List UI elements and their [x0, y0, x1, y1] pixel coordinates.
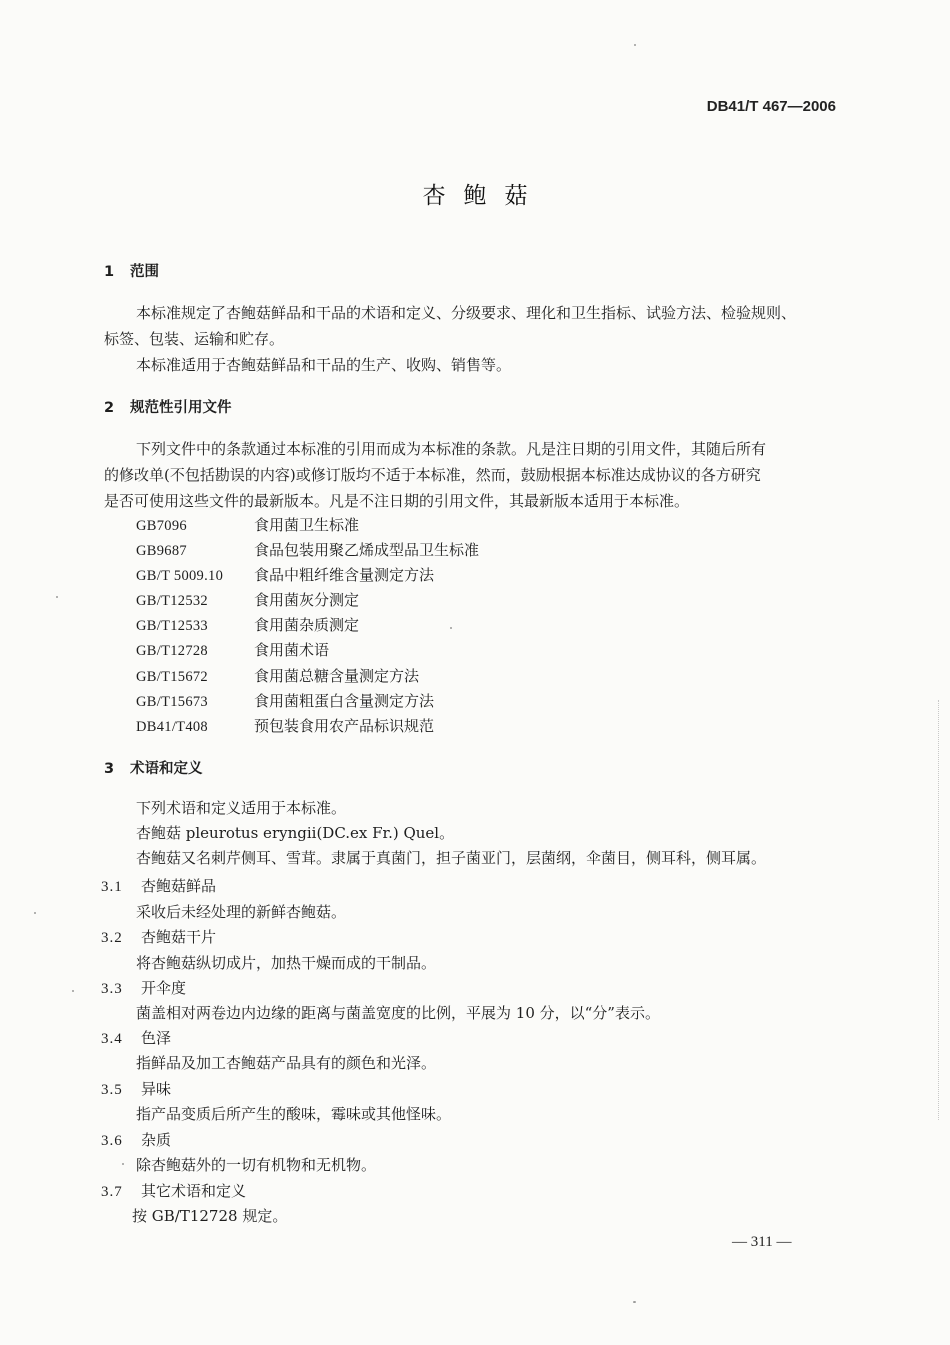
term-number: 3.5 — [101, 1082, 123, 1098]
term-definition: 除杏鲍菇外的一切有机物和无机物。 — [136, 1156, 377, 1174]
scan-speck — [450, 627, 452, 629]
reference-code: GB/T12533 — [136, 618, 208, 634]
term-heading — [101, 1079, 171, 1100]
reference-code: GB/T15672 — [136, 669, 208, 685]
paragraph-line: 下列文件中的条款通过本标准的引用而成为本标准的条款。凡是注日期的引用文件，其随后所有 — [136, 440, 767, 458]
scan-speck — [72, 990, 74, 992]
section-title: 范围 — [130, 264, 159, 280]
term-name: 色泽 — [141, 1029, 172, 1047]
term-name: 开伞度 — [141, 979, 187, 997]
reference-row — [136, 538, 479, 563]
term-definition: 将杏鲍菇纵切成片，加热干燥而成的干制品。 — [136, 954, 437, 972]
section-title: 规范性引用文件 — [130, 400, 232, 416]
term-heading — [101, 978, 186, 999]
scan-speck — [633, 1301, 636, 1303]
species-name: 杏鲍菇 pleurotus eryngii(DC.ex Fr.) Quel。 — [136, 824, 455, 842]
term-number: 3.4 — [101, 1031, 123, 1047]
reference-row — [136, 613, 359, 638]
term-number: 3.2 — [101, 930, 123, 946]
term-definition: 采收后未经处理的新鲜杏鲍菇。 — [136, 903, 347, 921]
paragraph-line: 杏鲍菇又名刺芹侧耳、雪茸。隶属于真菌门，担子菌亚门，层菌纲，伞菌目，侧耳科，侧耳属。 — [136, 849, 767, 867]
term-definition: 指鲜品及加工杏鲍菇产品具有的颜色和光泽。 — [136, 1054, 437, 1072]
section-2-intro — [104, 436, 844, 514]
reference-row — [136, 563, 434, 588]
term-definition: 菌盖相对两卷边内边缘的距离与菌盖宽度的比例，平展为 10 分，以“分”表示。 — [136, 1004, 660, 1022]
section-1-heading — [104, 262, 159, 282]
section-number: 1 — [104, 264, 115, 280]
term-heading — [101, 876, 216, 897]
section-3-heading — [104, 759, 203, 779]
term-definition: 按 GB/T12728 规定。 — [132, 1207, 288, 1225]
reference-code: GB7096 — [136, 518, 187, 534]
reference-title: 食品中粗纤维含量测定方法 — [254, 566, 435, 584]
term-heading — [101, 927, 216, 948]
paragraph-line: 本标准规定了杏鲍菇鲜品和干品的术语和定义、分级要求、理化和卫生指标、试验方法、检验规则、 — [136, 304, 797, 322]
term-number: 3.6 — [101, 1133, 123, 1149]
reference-code: GB9687 — [136, 543, 187, 559]
scan-speck — [34, 912, 36, 914]
paragraph-line: 下列术语和定义适用于本标准。 — [136, 799, 347, 817]
page-number: — 311 — — [732, 1234, 792, 1250]
term-number: 3.3 — [101, 981, 123, 997]
reference-code: GB/T15673 — [136, 694, 208, 710]
scan-speck — [122, 1163, 124, 1165]
section-2-heading — [104, 398, 232, 418]
paragraph-line: 标签、包装、运输和贮存。 — [104, 330, 285, 348]
reference-row — [136, 689, 434, 714]
term-number: 3.1 — [101, 879, 123, 895]
reference-row — [136, 588, 359, 613]
paragraph-line: 本标准适用于杏鲍菇鲜品和干品的生产、收购、销售等。 — [136, 356, 512, 374]
reference-title: 食用菌杂质测定 — [254, 616, 360, 634]
term-number: 3.7 — [101, 1184, 123, 1200]
reference-row — [136, 714, 434, 739]
reference-code: GB/T12532 — [136, 593, 208, 609]
scan-speck — [56, 596, 58, 598]
term-name: 其它术语和定义 — [141, 1182, 247, 1200]
reference-row — [136, 664, 419, 689]
term-name: 异味 — [141, 1080, 172, 1098]
reference-code: GB/T 5009.10 — [136, 568, 224, 584]
reference-title: 食用菌灰分测定 — [254, 591, 360, 609]
term-definition: 指产品变质后所产生的酸味，霉味或其他怪味。 — [136, 1105, 452, 1123]
document-title: 杏鲍菇 — [422, 183, 546, 209]
reference-title: 食用菌术语 — [254, 641, 330, 659]
reference-title: 预包装食用农产品标识规范 — [254, 717, 435, 735]
standard-code: DB41/T 467—2006 — [706, 98, 836, 115]
reference-title: 食用菌卫生标准 — [254, 516, 360, 534]
term-heading — [101, 1028, 171, 1049]
section-1-body — [104, 300, 844, 378]
reference-title: 食用菌粗蛋白含量测定方法 — [254, 692, 435, 710]
reference-row — [136, 638, 329, 663]
reference-code: GB/T12728 — [136, 643, 208, 659]
section-number: 3 — [104, 761, 115, 777]
section-title: 术语和定义 — [130, 761, 203, 777]
paragraph-line: 是否可使用这些文件的最新版本。凡是不注日期的引用文件，其最新版本适用于本标准。 — [104, 492, 690, 510]
scan-speck — [634, 44, 636, 46]
reference-title: 食品包装用聚乙烯成型品卫生标准 — [254, 541, 480, 559]
reference-title: 食用菌总糖含量测定方法 — [254, 667, 420, 685]
term-name: 杏鲍菇鲜品 — [141, 877, 217, 895]
section-number: 2 — [104, 400, 115, 416]
reference-code: DB41/T408 — [136, 719, 208, 735]
term-name: 杏鲍菇干片 — [141, 928, 217, 946]
term-heading — [101, 1181, 246, 1202]
scan-edge-artifact — [938, 700, 940, 1120]
section-3-intro — [136, 796, 876, 871]
term-name: 杂质 — [141, 1131, 172, 1149]
paragraph-line: 的修改单(不包括勘误的内容)或修订版均不适于本标准，然而，鼓励根据本标准达成协议的各方研究 — [104, 466, 761, 484]
term-heading — [101, 1130, 171, 1151]
reference-row — [136, 513, 359, 538]
